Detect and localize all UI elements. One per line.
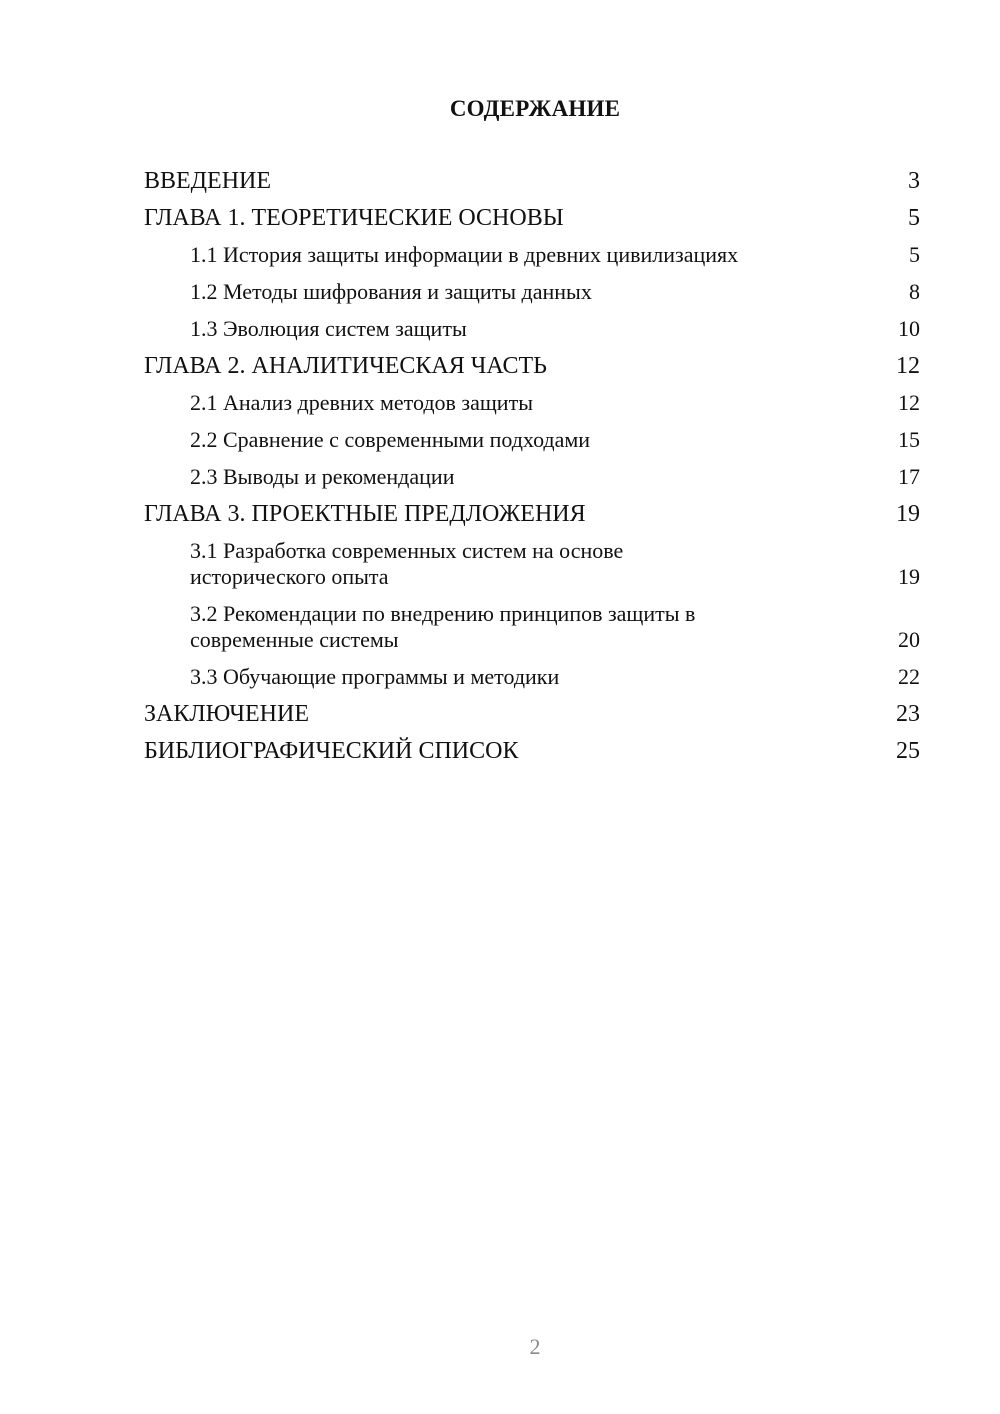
toc-entry-section-2-2[interactable] bbox=[144, 427, 920, 453]
toc-entry-section-2-1[interactable] bbox=[144, 390, 920, 416]
toc-entry-label: 1.1 История защиты информации в древних цивилизациях bbox=[190, 242, 739, 267]
toc-entry-page: 5 bbox=[908, 205, 920, 231]
toc-entry-page: 23 bbox=[896, 701, 920, 727]
page-number: 2 bbox=[529, 1334, 541, 1359]
toc-entry-page: 5 bbox=[909, 242, 920, 267]
toc-entry-label: 3.3 Обучающие программы и методики bbox=[190, 664, 560, 689]
toc-entry-page: 17 bbox=[898, 464, 920, 489]
toc-entry-page: 15 bbox=[898, 427, 920, 452]
toc-entry-label: БИБЛИОГРАФИЧЕСКИЙ СПИСОК bbox=[144, 738, 519, 764]
toc-entry-section-2-3[interactable] bbox=[144, 464, 920, 490]
toc-entry-label: 2.3 Выводы и рекомендации bbox=[190, 464, 455, 489]
toc-entry-label: ВВЕДЕНИЕ bbox=[144, 168, 272, 194]
toc-entry-page: 19 bbox=[896, 501, 920, 527]
toc-entry-chapter-1[interactable] bbox=[144, 205, 920, 231]
toc-entry-page: 12 bbox=[898, 390, 920, 415]
toc-entry-introduction[interactable] bbox=[144, 168, 920, 194]
toc-entry-label: 2.1 Анализ древних методов защиты bbox=[190, 390, 533, 415]
toc-entry-section-3-1[interactable] bbox=[144, 538, 920, 590]
toc-entry-page: 19 bbox=[898, 564, 920, 589]
table-of-contents bbox=[144, 168, 920, 775]
toc-entry-label: 1.2 Методы шифрования и защиты данных bbox=[190, 279, 592, 304]
toc-entry-section-1-3[interactable] bbox=[144, 316, 920, 342]
toc-entry-chapter-3[interactable] bbox=[144, 501, 920, 527]
toc-entry-section-1-1[interactable] bbox=[144, 242, 920, 268]
toc-entry-page: 25 bbox=[896, 738, 920, 764]
toc-entry-label: ГЛАВА 1. ТЕОРЕТИЧЕСКИЕ ОСНОВЫ bbox=[144, 205, 564, 231]
toc-entry-label: 2.2 Сравнение с современными подходами bbox=[190, 427, 591, 452]
toc-entry-label: ГЛАВА 3. ПРОЕКТНЫЕ ПРЕДЛОЖЕНИЯ bbox=[144, 501, 586, 527]
toc-entry-label: ГЛАВА 2. АНАЛИТИЧЕСКАЯ ЧАСТЬ bbox=[144, 353, 547, 379]
toc-entry-section-1-2[interactable] bbox=[144, 279, 920, 305]
toc-entry-page: 12 bbox=[896, 353, 920, 379]
toc-entry-section-3-2[interactable] bbox=[144, 601, 920, 653]
toc-entry-page: 10 bbox=[898, 316, 920, 341]
toc-entry-label: 3.2 Рекомендации по внедрению принципов защиты в современные системы bbox=[190, 601, 696, 652]
toc-entry-chapter-2[interactable] bbox=[144, 353, 920, 379]
toc-entry-page: 22 bbox=[898, 664, 920, 689]
toc-entry-section-3-3[interactable] bbox=[144, 664, 920, 690]
toc-entry-bibliography[interactable] bbox=[144, 738, 920, 764]
toc-entry-label: 1.3 Эволюция систем защиты bbox=[190, 316, 467, 341]
toc-entry-page: 3 bbox=[908, 168, 920, 194]
toc-entry-label: 3.1 Разработка современных систем на основе исторического опыта bbox=[190, 538, 624, 589]
toc-entry-page: 20 bbox=[898, 627, 920, 652]
toc-entry-conclusion[interactable] bbox=[144, 701, 920, 727]
toc-entry-label: ЗАКЛЮЧЕНИЕ bbox=[144, 701, 309, 727]
page-title: СОДЕРЖАНИЕ bbox=[449, 96, 621, 121]
toc-entry-page: 8 bbox=[909, 279, 920, 304]
